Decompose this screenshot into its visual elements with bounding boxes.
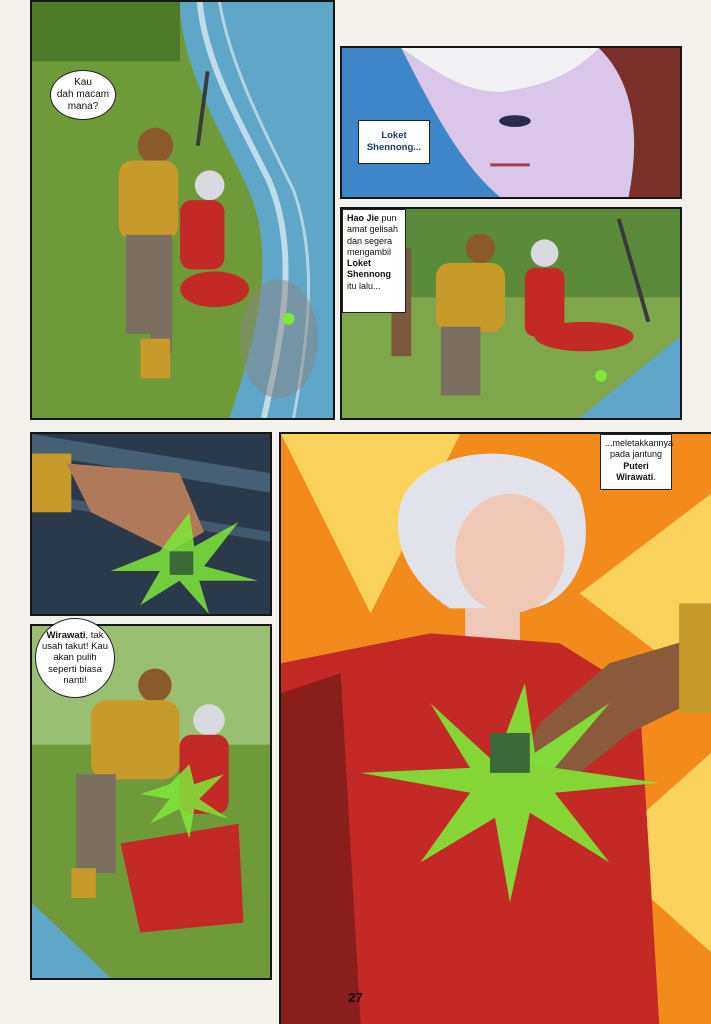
character-name: Wirawati xyxy=(46,629,86,641)
speech-bubble-p5 xyxy=(35,618,115,698)
caption-p2 xyxy=(358,120,430,164)
panel-river-bank xyxy=(30,0,335,420)
speech-line: mana? xyxy=(67,101,99,112)
caption-p6 xyxy=(600,434,672,490)
caption-line: Loket xyxy=(381,130,407,142)
caption-p3 xyxy=(342,209,406,313)
caption-text: . xyxy=(653,471,656,482)
speech-line: dah macam xyxy=(56,89,110,100)
page-number: 27 xyxy=(348,990,363,1005)
panel-hand-pendant xyxy=(30,432,272,616)
character-name: Hao Jie xyxy=(347,213,380,223)
speech-line: Kau xyxy=(74,77,92,88)
caption-text: ...meletakkannya pada jantung xyxy=(605,438,674,460)
speech-bubble-p1 xyxy=(50,70,116,120)
caption-line: Shennong... xyxy=(366,142,422,153)
panel-pendant-heart xyxy=(279,432,711,1024)
speech-text: , tak usah takut! Kau akan pulih seperti biasa nanti! xyxy=(41,629,109,687)
character-name: Puteri Wirawati xyxy=(616,460,654,482)
caption-text: pun amat gelisah dan segera mengambil xyxy=(347,213,399,257)
item-name: Loket Shennong xyxy=(347,258,391,280)
caption-text: itu lalu... xyxy=(347,280,381,291)
